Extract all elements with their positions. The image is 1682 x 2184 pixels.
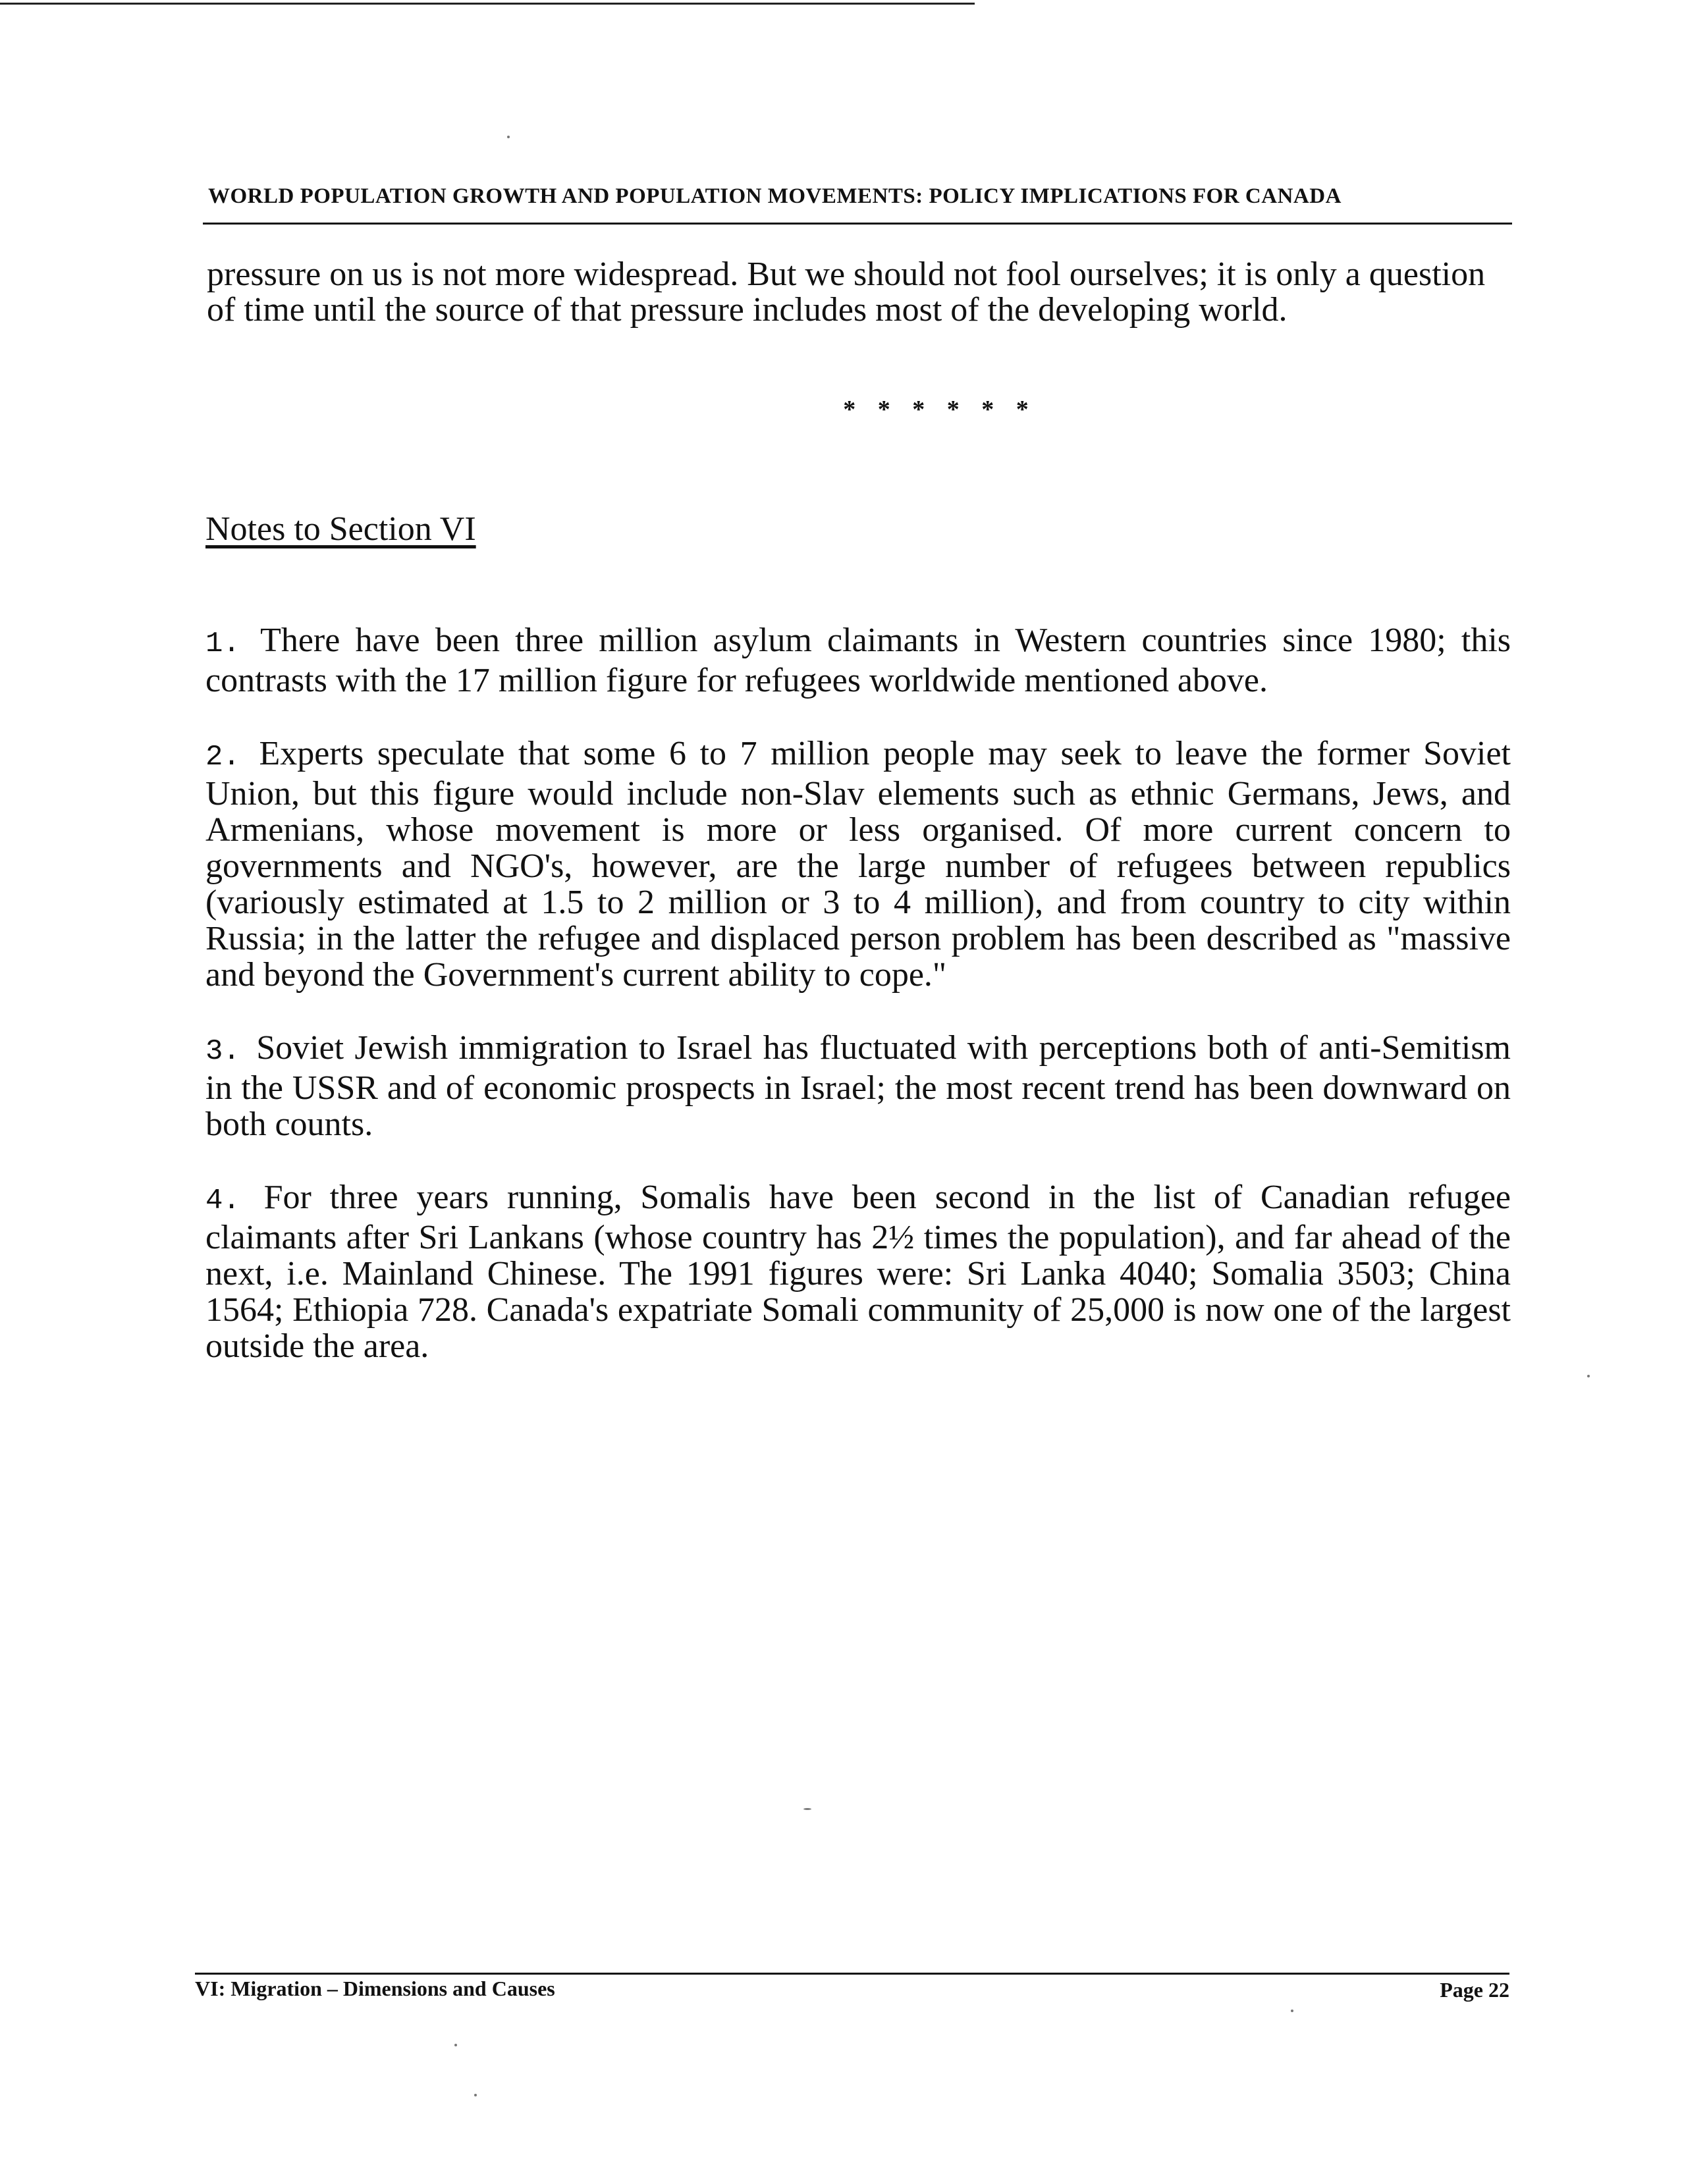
note-item bbox=[205, 1030, 1511, 1142]
note-item bbox=[205, 735, 1511, 993]
note-text: Experts speculate that some 6 to 7 million people may seek to leave the former Soviet Union, but this figure would include non-Slav elements such as ethnic Germans, Jews, and Armenians, whose movement is more or less organised. Of more current concern to governments and NGO's, however, are the large number of refugees between republics (variously estimated at 1.5 to 2 million or 3 to 4 million), and from country to city within Russia; in the latter the refugee and displaced person problem has been described as "massive and beyond the Government's current ability to cope." bbox=[205, 735, 1511, 994]
note-item bbox=[205, 1179, 1511, 1364]
scan-speck bbox=[454, 2044, 457, 2046]
note-number: 3. bbox=[205, 1035, 240, 1068]
note-number: 4. bbox=[205, 1185, 240, 1217]
footer-section-title: VI: Migration – Dimensions and Causes bbox=[195, 1977, 555, 2000]
footer-rule bbox=[195, 1973, 1509, 1975]
scan-speck bbox=[507, 136, 510, 138]
notes-heading: Notes to Section VI bbox=[205, 510, 476, 548]
running-header: WORLD POPULATION GROWTH AND POPULATION MOVEMENTS: POLICY IMPLICATIONS FOR CANADA bbox=[208, 184, 1342, 208]
note-text: For three years running, Somalis have been second in the list of Canadian refugee claimants after Sri Lankans (whose country has 2½ times the population), and far ahead of the next, i.e. Mainland Chinese. The 1991 figures were: Sri Lanka 4040; Somalia 3503; China 1564; Ethiopia 728. Canada's expatriate Somali community of 25,000 is now one of the largest outside the area. bbox=[205, 1179, 1511, 1365]
section-separator bbox=[0, 395, 1682, 424]
page-number: Page 22 bbox=[1440, 1978, 1509, 2002]
scan-speck bbox=[1291, 2010, 1293, 2012]
separator-text: * * * * * * bbox=[843, 396, 1037, 423]
note-text: There have been three million asylum claimants in Western countries since 1980; this contrasts with the 17 million figure for refugees worldwide mentioned above. bbox=[205, 622, 1511, 699]
scan-speck bbox=[803, 1808, 811, 1810]
top-edge-rule bbox=[0, 3, 975, 5]
scan-speck bbox=[1587, 1375, 1590, 1377]
header-rule bbox=[203, 223, 1512, 225]
notes-list bbox=[205, 622, 1511, 1401]
note-item bbox=[205, 622, 1511, 699]
note-text: Soviet Jewish immigration to Israel has fluctuated with perceptions both of anti-Semitism in the USSR and of economic prospects in Israel; the most recent trend has been downward on both counts. bbox=[205, 1029, 1511, 1143]
note-number: 2. bbox=[205, 741, 240, 774]
scan-speck bbox=[474, 2094, 477, 2096]
intro-paragraph: pressure on us is not more widespread. But we should not fool ourselves; it is only a question of time until the source of that pressure includes most of the developing world. bbox=[207, 255, 1486, 329]
note-number: 1. bbox=[205, 627, 240, 660]
